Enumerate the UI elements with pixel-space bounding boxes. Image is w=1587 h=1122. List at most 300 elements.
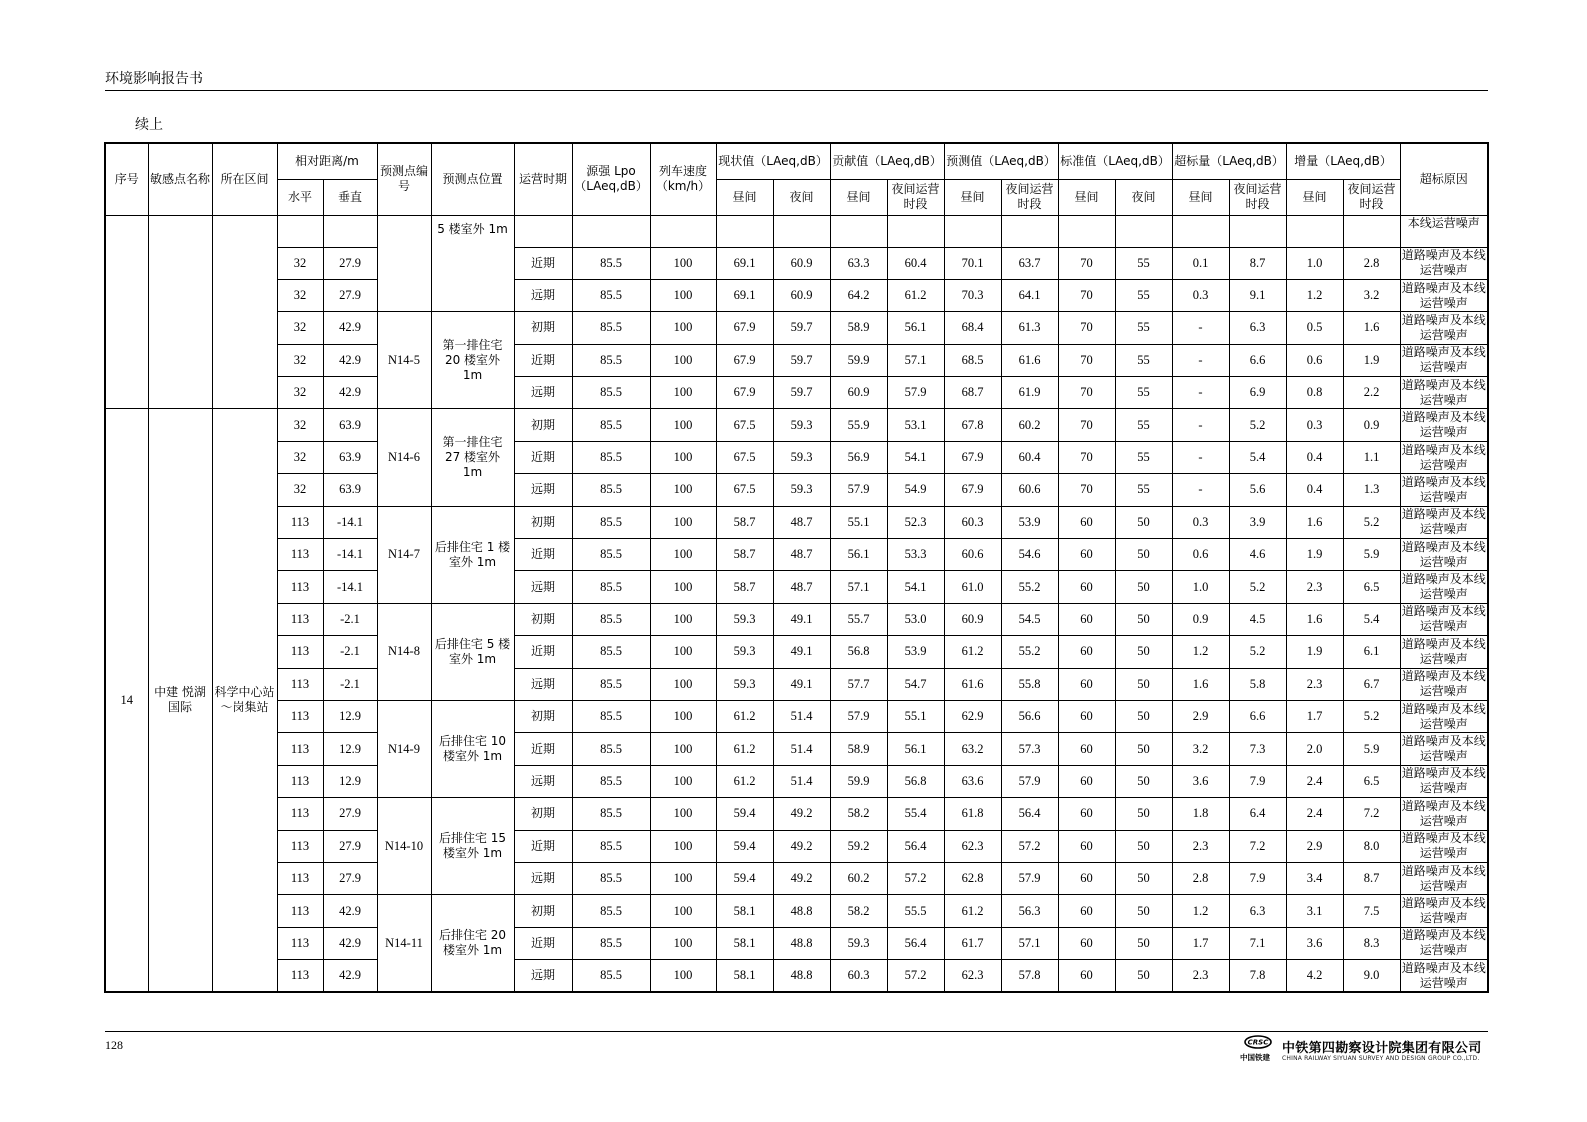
value-cell: 60.6: [944, 539, 1001, 571]
value-cell: 5.2: [1229, 636, 1286, 668]
value-cell: 85.5: [572, 571, 650, 603]
value-cell: 85.5: [572, 441, 650, 473]
pred-point-no-cell: N14-6: [377, 409, 431, 506]
reason-cell: 道路噪声及本线运营噪声: [1400, 441, 1488, 473]
value-cell: 60.9: [830, 377, 887, 409]
pred-point-pos-cell: 5 楼室外 1m: [431, 215, 514, 312]
table-row: [105, 733, 1488, 765]
value-cell: 70.1: [944, 247, 1001, 279]
value-cell: 100: [650, 312, 716, 344]
value-cell: 50: [1115, 765, 1172, 797]
reason-cell: 道路噪声及本线运营噪声: [1400, 798, 1488, 830]
value-cell: 58.2: [830, 798, 887, 830]
vertical-cell: -14.1: [323, 571, 377, 603]
value-cell: 55.1: [887, 700, 944, 732]
value-cell: 85.5: [572, 700, 650, 732]
vertical-cell: 42.9: [323, 960, 377, 992]
value-cell: 5.8: [1229, 668, 1286, 700]
value-cell: 49.2: [773, 862, 830, 894]
value-cell: 59.3: [773, 409, 830, 441]
table-row: [105, 636, 1488, 668]
value-cell: 100: [650, 344, 716, 376]
value-cell: 85.5: [572, 603, 650, 635]
value-cell: 70: [1058, 441, 1115, 473]
logo-mark-cn: 中国铁建: [1240, 1053, 1270, 1062]
value-cell: 60: [1058, 798, 1115, 830]
value-cell: 5.2: [1229, 571, 1286, 603]
value-cell: 61.3: [1001, 312, 1058, 344]
vertical-cell: -2.1: [323, 668, 377, 700]
value-cell: 0.3: [1172, 279, 1229, 311]
value-cell: 56.4: [887, 830, 944, 862]
table-cell-blank: [514, 215, 572, 247]
horizontal-cell: 113: [277, 862, 323, 894]
period-cell: 远期: [514, 571, 572, 603]
col-contribution-day: 昼间: [830, 179, 887, 215]
value-cell: 61.8: [944, 798, 1001, 830]
table-row: [105, 765, 1488, 797]
value-cell: 53.9: [1001, 506, 1058, 538]
value-cell: 100: [650, 247, 716, 279]
value-cell: 49.2: [773, 830, 830, 862]
value-cell: 85.5: [572, 668, 650, 700]
table-body: [105, 215, 1488, 992]
value-cell: 52.3: [887, 506, 944, 538]
value-cell: 54.5: [1001, 603, 1058, 635]
value-cell: 62.3: [944, 960, 1001, 992]
value-cell: 85.5: [572, 798, 650, 830]
value-cell: 6.1: [1343, 636, 1400, 668]
value-cell: 56.8: [830, 636, 887, 668]
col-current-night: 夜间: [773, 179, 830, 215]
value-cell: 49.1: [773, 636, 830, 668]
value-cell: 6.5: [1343, 765, 1400, 797]
col-current: 现状值（LAeq,dB）: [716, 143, 830, 179]
vertical-cell-blank: [323, 215, 377, 247]
col-standard-day: 昼间: [1058, 179, 1115, 215]
vertical-cell: -14.1: [323, 506, 377, 538]
value-cell: 1.6: [1343, 312, 1400, 344]
value-cell: 48.7: [773, 506, 830, 538]
value-cell: 100: [650, 441, 716, 473]
value-cell: 58.7: [716, 506, 773, 538]
value-cell: 60.2: [1001, 409, 1058, 441]
horizontal-cell: 113: [277, 733, 323, 765]
value-cell: 59.7: [773, 344, 830, 376]
company-name-en: CHINA RAILWAY SIYUAN SURVEY AND DESIGN GROUP CO.,LTD.: [1282, 1055, 1480, 1062]
value-cell: 7.5: [1343, 895, 1400, 927]
period-cell: 近期: [514, 927, 572, 959]
value-cell: 2.3: [1172, 960, 1229, 992]
value-cell: 8.7: [1229, 247, 1286, 279]
value-cell: 67.9: [716, 312, 773, 344]
value-cell: 3.4: [1286, 862, 1343, 894]
reason-cell: 道路噪声及本线运营噪声: [1400, 506, 1488, 538]
value-cell: 0.9: [1172, 603, 1229, 635]
value-cell: 60: [1058, 960, 1115, 992]
value-cell: 85.5: [572, 377, 650, 409]
reason-cell: 道路噪声及本线运营噪声: [1400, 474, 1488, 506]
value-cell: 0.6: [1172, 539, 1229, 571]
value-cell: 50: [1115, 927, 1172, 959]
horizontal-cell: 113: [277, 571, 323, 603]
reason-cell: 道路噪声及本线运营噪声: [1400, 636, 1488, 668]
period-cell: 初期: [514, 603, 572, 635]
vertical-cell: 27.9: [323, 830, 377, 862]
value-cell: 100: [650, 409, 716, 441]
value-cell: 5.6: [1229, 474, 1286, 506]
value-cell: 63.6: [944, 765, 1001, 797]
period-cell: 远期: [514, 960, 572, 992]
value-cell: 85.5: [572, 636, 650, 668]
value-cell: 60: [1058, 636, 1115, 668]
pred-point-pos-cell: 后排住宅 10 楼室外 1m: [431, 700, 514, 797]
value-cell: 4.2: [1286, 960, 1343, 992]
horizontal-cell-blank: [277, 215, 323, 247]
value-cell: 2.3: [1286, 668, 1343, 700]
table-cell-blank: [650, 215, 716, 247]
value-cell: 5.4: [1343, 603, 1400, 635]
col-standard: 标准值（LAeq,dB）: [1058, 143, 1172, 179]
value-cell: 63.3: [830, 247, 887, 279]
pred-point-no-cell: N14-7: [377, 506, 431, 603]
vertical-cell: 27.9: [323, 862, 377, 894]
value-cell: 60.9: [773, 247, 830, 279]
value-cell: 49.2: [773, 798, 830, 830]
value-cell: 50: [1115, 603, 1172, 635]
value-cell: 60: [1058, 830, 1115, 862]
value-cell: 1.7: [1286, 700, 1343, 732]
value-cell: 62.8: [944, 862, 1001, 894]
reason-cell: 道路噪声及本线运营噪声: [1400, 830, 1488, 862]
col-pred-point-no: 预测点编号: [377, 143, 431, 215]
value-cell: 56.1: [887, 733, 944, 765]
sensitive-point-cell-blank: [148, 215, 212, 409]
reason-cell: 道路噪声及本线运营噪声: [1400, 733, 1488, 765]
period-cell: 远期: [514, 668, 572, 700]
value-cell: 59.3: [830, 927, 887, 959]
period-cell: 初期: [514, 506, 572, 538]
value-cell: 85.5: [572, 960, 650, 992]
vertical-cell: 42.9: [323, 895, 377, 927]
horizontal-cell: 113: [277, 506, 323, 538]
period-cell: 近期: [514, 539, 572, 571]
value-cell: 60.3: [830, 960, 887, 992]
value-cell: 1.6: [1172, 668, 1229, 700]
value-cell: 55.1: [830, 506, 887, 538]
horizontal-cell: 32: [277, 377, 323, 409]
vertical-cell: -2.1: [323, 636, 377, 668]
value-cell: -: [1172, 312, 1229, 344]
vertical-cell: -14.1: [323, 539, 377, 571]
value-cell: 1.3: [1343, 474, 1400, 506]
value-cell: 58.1: [716, 927, 773, 959]
vertical-cell: 27.9: [323, 279, 377, 311]
value-cell: 67.5: [716, 409, 773, 441]
value-cell: 57.9: [887, 377, 944, 409]
horizontal-cell: 113: [277, 960, 323, 992]
vertical-cell: 27.9: [323, 798, 377, 830]
period-cell: 初期: [514, 895, 572, 927]
pred-point-no-cell: N14-8: [377, 603, 431, 700]
reason-cell: 道路噪声及本线运营噪声: [1400, 862, 1488, 894]
value-cell: 1.6: [1286, 506, 1343, 538]
value-cell: 3.2: [1343, 279, 1400, 311]
period-cell: 远期: [514, 279, 572, 311]
reason-cell: 道路噪声及本线运营噪声: [1400, 312, 1488, 344]
horizontal-cell: 113: [277, 636, 323, 668]
col-predicted: 预测值（LAeq,dB）: [944, 143, 1058, 179]
value-cell: 100: [650, 668, 716, 700]
reason-cell: 道路噪声及本线运营噪声: [1400, 603, 1488, 635]
value-cell: 60: [1058, 539, 1115, 571]
value-cell: 100: [650, 765, 716, 797]
value-cell: 55: [1115, 344, 1172, 376]
value-cell: 100: [650, 603, 716, 635]
value-cell: 61.7: [944, 927, 1001, 959]
value-cell: 55.4: [887, 798, 944, 830]
value-cell: 60: [1058, 668, 1115, 700]
value-cell: 59.3: [716, 603, 773, 635]
horizontal-cell: 113: [277, 700, 323, 732]
value-cell: 53.9: [887, 636, 944, 668]
value-cell: 50: [1115, 700, 1172, 732]
vertical-cell: 12.9: [323, 733, 377, 765]
value-cell: 67.5: [716, 474, 773, 506]
value-cell: 50: [1115, 733, 1172, 765]
value-cell: 68.4: [944, 312, 1001, 344]
value-cell: 62.9: [944, 700, 1001, 732]
value-cell: 5.9: [1343, 539, 1400, 571]
value-cell: 60.3: [944, 506, 1001, 538]
value-cell: 100: [650, 636, 716, 668]
period-cell: 远期: [514, 765, 572, 797]
value-cell: 55: [1115, 377, 1172, 409]
col-reason: 超标原因: [1400, 143, 1488, 215]
value-cell: 100: [650, 960, 716, 992]
period-cell: 近期: [514, 636, 572, 668]
value-cell: 50: [1115, 539, 1172, 571]
table-row: [105, 960, 1488, 992]
horizontal-cell: 32: [277, 247, 323, 279]
value-cell: 6.4: [1229, 798, 1286, 830]
value-cell: 57.8: [1001, 960, 1058, 992]
value-cell: 60.9: [944, 603, 1001, 635]
col-section: 所在区间: [212, 143, 277, 215]
col-predicted-day: 昼间: [944, 179, 1001, 215]
table-row: [105, 474, 1488, 506]
value-cell: 6.6: [1229, 344, 1286, 376]
value-cell: 54.7: [887, 668, 944, 700]
section-cell: 科学中心站～岗集站: [212, 409, 277, 992]
value-cell: 55: [1115, 279, 1172, 311]
value-cell: 61.0: [944, 571, 1001, 603]
value-cell: 60.4: [887, 247, 944, 279]
period-cell: 初期: [514, 700, 572, 732]
value-cell: 59.3: [716, 636, 773, 668]
table-row: [105, 247, 1488, 279]
value-cell: 64.1: [1001, 279, 1058, 311]
value-cell: 3.6: [1286, 927, 1343, 959]
value-cell: 2.9: [1286, 830, 1343, 862]
value-cell: 50: [1115, 506, 1172, 538]
value-cell: 59.3: [773, 474, 830, 506]
value-cell: 85.5: [572, 506, 650, 538]
header-rule: [105, 90, 1488, 91]
value-cell: 55.2: [1001, 571, 1058, 603]
period-cell: 远期: [514, 377, 572, 409]
value-cell: 61.2: [944, 895, 1001, 927]
value-cell: 56.4: [1001, 798, 1058, 830]
vertical-cell: 63.9: [323, 474, 377, 506]
value-cell: 57.2: [887, 960, 944, 992]
crsc-logo-mark: CRSC: [1247, 1038, 1269, 1047]
value-cell: 61.6: [944, 668, 1001, 700]
value-cell: 49.1: [773, 603, 830, 635]
value-cell: 4.6: [1229, 539, 1286, 571]
value-cell: 7.3: [1229, 733, 1286, 765]
vertical-cell: 42.9: [323, 927, 377, 959]
value-cell: 6.9: [1229, 377, 1286, 409]
table-cell-blank: [1286, 215, 1343, 247]
value-cell: 60: [1058, 862, 1115, 894]
value-cell: 0.3: [1286, 409, 1343, 441]
value-cell: 8.3: [1343, 927, 1400, 959]
col-contribution-night: 夜间运营时段: [887, 179, 944, 215]
horizontal-cell: 32: [277, 474, 323, 506]
value-cell: 63.7: [1001, 247, 1058, 279]
value-cell: 67.5: [716, 441, 773, 473]
value-cell: 85.5: [572, 895, 650, 927]
pred-point-no-cell-blank: [377, 215, 431, 312]
value-cell: 70: [1058, 344, 1115, 376]
value-cell: 100: [650, 474, 716, 506]
value-cell: 53.1: [887, 409, 944, 441]
value-cell: 6.5: [1343, 571, 1400, 603]
vertical-cell: 12.9: [323, 765, 377, 797]
vertical-cell: 12.9: [323, 700, 377, 732]
table-cell-blank: [944, 215, 1001, 247]
value-cell: 6.3: [1229, 895, 1286, 927]
col-increase: 增量（LAeq,dB）: [1286, 143, 1400, 179]
value-cell: 55.7: [830, 603, 887, 635]
value-cell: 67.9: [944, 441, 1001, 473]
value-cell: 55: [1115, 474, 1172, 506]
horizontal-cell: 32: [277, 409, 323, 441]
value-cell: 58.7: [716, 571, 773, 603]
value-cell: 1.9: [1286, 539, 1343, 571]
value-cell: 59.9: [830, 344, 887, 376]
value-cell: 85.5: [572, 344, 650, 376]
horizontal-cell: 32: [277, 279, 323, 311]
value-cell: 69.1: [716, 279, 773, 311]
vertical-cell: 63.9: [323, 409, 377, 441]
value-cell: 60: [1058, 506, 1115, 538]
value-cell: 60.4: [1001, 441, 1058, 473]
reason-cell: 道路噪声及本线运营噪声: [1400, 279, 1488, 311]
value-cell: 59.4: [716, 830, 773, 862]
pred-point-pos-cell: 后排住宅 20 楼室外 1m: [431, 895, 514, 992]
value-cell: 55.5: [887, 895, 944, 927]
value-cell: 85.5: [572, 733, 650, 765]
value-cell: -: [1172, 377, 1229, 409]
horizontal-cell: 32: [277, 312, 323, 344]
period-cell: 近期: [514, 344, 572, 376]
pred-point-no-cell: N14-9: [377, 700, 431, 797]
period-cell: 初期: [514, 798, 572, 830]
value-cell: 55.8: [1001, 668, 1058, 700]
value-cell: 70: [1058, 247, 1115, 279]
value-cell: 2.4: [1286, 765, 1343, 797]
period-cell: 远期: [514, 474, 572, 506]
value-cell: 0.4: [1286, 441, 1343, 473]
pred-point-pos-cell: 第一排住宅 20 楼室外 1m: [431, 312, 514, 409]
table-row: [105, 344, 1488, 376]
table-row: [105, 377, 1488, 409]
value-cell: 85.5: [572, 862, 650, 894]
value-cell: 6.6: [1229, 700, 1286, 732]
table-row: [105, 927, 1488, 959]
col-exceed: 超标量（LAeq,dB）: [1172, 143, 1286, 179]
value-cell: 60: [1058, 765, 1115, 797]
value-cell: 50: [1115, 895, 1172, 927]
value-cell: 85.5: [572, 279, 650, 311]
value-cell: 57.9: [1001, 862, 1058, 894]
value-cell: 2.3: [1172, 830, 1229, 862]
pred-point-pos-cell: 后排住宅 15 楼室外 1m: [431, 798, 514, 895]
table-row: [105, 441, 1488, 473]
value-cell: 70: [1058, 474, 1115, 506]
value-cell: 57.9: [1001, 765, 1058, 797]
value-cell: 2.3: [1286, 571, 1343, 603]
value-cell: 61.2: [887, 279, 944, 311]
value-cell: -: [1172, 344, 1229, 376]
value-cell: 56.3: [1001, 895, 1058, 927]
value-cell: 56.6: [1001, 700, 1058, 732]
value-cell: 5.2: [1343, 506, 1400, 538]
value-cell: 100: [650, 700, 716, 732]
value-cell: 56.9: [830, 441, 887, 473]
period-cell: 近期: [514, 247, 572, 279]
table-cell-blank: [1343, 215, 1400, 247]
vertical-cell: 42.9: [323, 377, 377, 409]
reason-cell: 道路噪声及本线运营噪声: [1400, 344, 1488, 376]
value-cell: 85.5: [572, 830, 650, 862]
value-cell: 5.2: [1343, 700, 1400, 732]
value-cell: 3.9: [1229, 506, 1286, 538]
col-exceed-night: 夜间运营时段: [1229, 179, 1286, 215]
pred-point-pos-cell: 后排住宅 1 楼室外 1m: [431, 506, 514, 603]
vertical-cell: 42.9: [323, 344, 377, 376]
value-cell: 56.4: [887, 927, 944, 959]
value-cell: 1.0: [1286, 247, 1343, 279]
value-cell: 57.9: [830, 474, 887, 506]
horizontal-cell: 113: [277, 798, 323, 830]
table-cell-blank: [1172, 215, 1229, 247]
table-cell-blank: [1058, 215, 1115, 247]
value-cell: 49.1: [773, 668, 830, 700]
table-row: [105, 798, 1488, 830]
value-cell: 48.8: [773, 927, 830, 959]
value-cell: 50: [1115, 862, 1172, 894]
section-cell-blank: [212, 215, 277, 409]
value-cell: 57.1: [830, 571, 887, 603]
reason-cell: 道路噪声及本线运营噪声: [1400, 247, 1488, 279]
value-cell: 70: [1058, 409, 1115, 441]
value-cell: 85.5: [572, 474, 650, 506]
table-cell-blank: [1115, 215, 1172, 247]
value-cell: 55: [1115, 312, 1172, 344]
